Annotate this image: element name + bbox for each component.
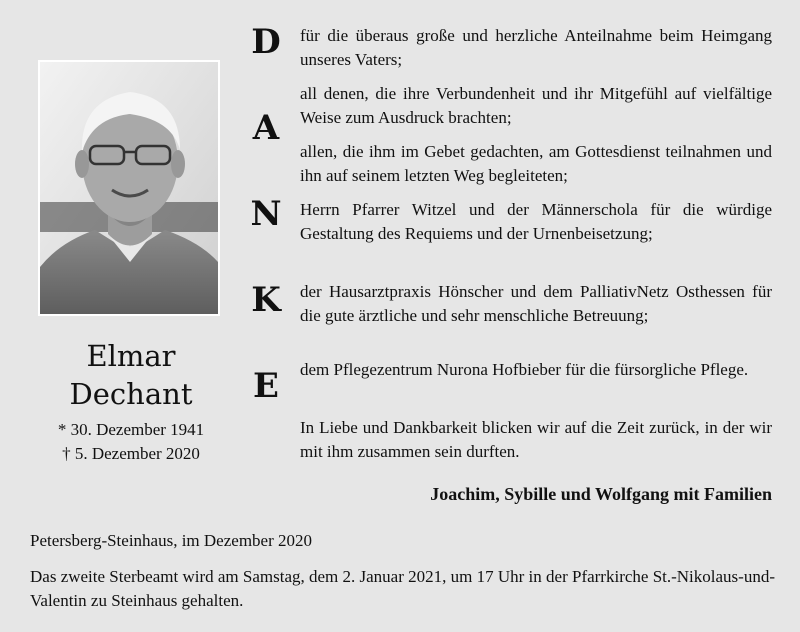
place-and-date: Petersberg-Steinhaus, im Dezember 2020 bbox=[30, 531, 313, 550]
thanks-paragraph: dem Pflegezentrum Nurona Hofbieber für die fürsorgliche Pflege. bbox=[300, 360, 749, 379]
thanks-paragraph: all denen, die ihre Verbundenheit und ihr Mitgefühl auf vielfältige Weise zum Ausdruck brachten; bbox=[300, 84, 772, 127]
thanks-paragraph: der Hausarztpraxis Hönscher und dem PalliativNetz Osthessen für die gute ärztliche und sehr menschliche Betreuung; bbox=[300, 282, 772, 325]
portrait-photo bbox=[38, 60, 220, 316]
danke-letter-d: D bbox=[251, 22, 281, 62]
death-date: † 5. Dezember 2020 bbox=[62, 444, 200, 463]
danke-letter-n: N bbox=[250, 194, 282, 234]
birth-date: * 30. Dezember 1941 bbox=[57, 420, 205, 439]
danke-letter-e: E bbox=[253, 366, 279, 406]
thanks-paragraph: In Liebe und Dankbarkeit blicken wir auf die Zeit zurück, in der wir mit ihm zusammen sein durften. bbox=[300, 418, 772, 461]
danke-letter-k: K bbox=[251, 280, 281, 320]
thanks-paragraph: für die überaus große und herzliche Anteilnahme beim Heimgang unseres Vaters; bbox=[300, 26, 772, 69]
deceased-first-name: Elmar bbox=[86, 339, 176, 373]
danke-letter-a: A bbox=[252, 108, 280, 148]
portrait-image bbox=[40, 62, 218, 314]
deceased-last-name: Dechant bbox=[69, 377, 193, 411]
family-signature: Joachim, Sybille und Wolfgang mit Familien bbox=[430, 484, 772, 504]
thanks-paragraph: Herrn Pfarrer Witzel und der Männerschola für die würdige Gestaltung des Requiems und der Urnenbeisetzung; bbox=[300, 200, 772, 243]
thanks-paragraph: allen, die ihm im Gebet gedachten, am Gottesdienst teilnahmen und ihn auf seinem letzten Weg begleiteten; bbox=[300, 142, 772, 185]
service-notice: Das zweite Sterbeamt wird am Samstag, dem 2. Januar 2021, um 17 Uhr in der Pfarrkirche St.-Nikolaus-und-Valentin zu Steinhaus gehalten. bbox=[30, 567, 775, 610]
